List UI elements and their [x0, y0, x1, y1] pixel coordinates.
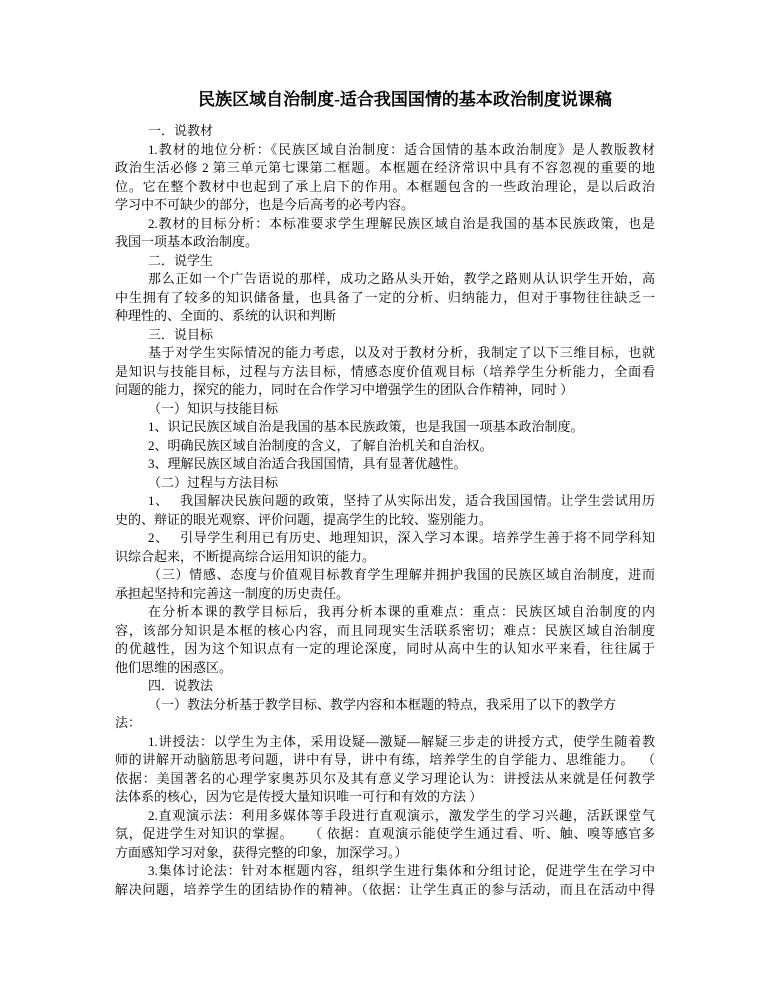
text-line: 2.直观演示法：利用多媒体等手段进行直观演示，激发学生的学习兴趣，活跃课堂气	[148, 807, 655, 823]
text-line: 学习中不可缺少的部分，也是今后高考的必考内容。	[115, 197, 415, 212]
section-teaching-material	[115, 122, 655, 252]
text-line: （一）教法分析基于教学目标、教学内容和本框题的特点，我采用了以下的教学方	[148, 696, 617, 712]
text-line: （一）知识与技能目标	[148, 400, 279, 416]
section-students	[115, 252, 655, 326]
text-line: 位。它在整个教材中也起到了承上启下的作用。本框题包含的一些政治理论，是以后政治	[115, 178, 655, 194]
text-line: 政治生活必修 2 第三单元第七课第二框题。本框题在经济常识中具有不容忽视的重要的地	[115, 160, 655, 175]
text-line: 那么正如一个广告语说的那样，成功之路从头开始，教学之路则从认识学生开始，高	[148, 271, 655, 286]
text-line: 2、 引导学生利用已有历史、地理知识，深入学习本课。培养学生善于将不同学科知	[148, 530, 655, 545]
text-line: 2、明确民族区域自治制度的含义，了解自治机关和自治权。	[148, 437, 493, 453]
section-heading: 四．说教法	[148, 678, 214, 693]
paragraph	[115, 807, 655, 863]
text-line: 中生拥有了较多的知识储备量，也具备了一定的分析、归纳能力，但对于事物往往缺乏一	[115, 289, 655, 305]
section-objectives	[115, 326, 655, 678]
text-line: 的优越性，因为这个知识点有一定的理论深度，同时从高中生的认知水平来看，往往属于	[115, 641, 655, 656]
paragraph	[115, 141, 655, 215]
text-line: 1、识记民族区域自治是我国的基本民族政策，也是我国一项基本政治制度。	[148, 419, 584, 434]
list-item	[115, 529, 655, 566]
list-item	[115, 455, 655, 474]
text-line: 2.教材的目标分析：本标准要求学生理解民族区域自治是我国的基本民族政策，也是	[148, 215, 655, 231]
document-body	[115, 122, 655, 899]
text-line: 容，该部分知识是本框的核心内容，而且同现实生活联系密切；难点：民族区域自治制度	[115, 622, 655, 638]
section-heading: 三．说目标	[148, 326, 214, 342]
text-line: 解决问题，培养学生的团结协作的精神。（依据：让学生真正的参与活动，而且在活动中得	[115, 881, 655, 897]
text-line: 种理性的、全面的、系统的认识和判断	[115, 308, 337, 323]
section-heading: 一．说教材	[148, 123, 214, 138]
text-line: （三）情感、态度与价值观目标教育学生理解并拥护我国的民族区域自治制度，进而	[148, 567, 655, 582]
subheading	[115, 474, 655, 493]
paragraph	[115, 862, 655, 899]
text-line: 依据：美国著名的心理学家奥苏贝尔及其有意义学习理论认为：讲授法从来就是任何教学	[115, 770, 655, 786]
text-line: 3、理解民族区域自治适合我国国情，具有显著优越性。	[148, 456, 467, 471]
text-line: 1、 我国解决民族问题的政策，坚持了从实际出发，适合我国国情。让学生尝试用历	[148, 493, 655, 508]
text-line: 3.集体讨论法：针对本框题内容，组织学生进行集体和分组讨论，促进学生在学习中	[148, 863, 655, 878]
paragraph	[115, 696, 655, 733]
text-line: 承担起坚持和完善这一制度的历史责任。	[115, 585, 350, 601]
text-line: 问题的能力，探究的能力，同时在合作学习中增强学生的团队合作精神，同时 ）	[115, 382, 574, 397]
paragraph	[115, 215, 655, 252]
text-line: 法体系的核心，因为它是传授大量知识唯一可行和有效的方法 ）	[115, 789, 483, 804]
text-line: 他们思维的困惑区。	[115, 659, 233, 675]
text-line: 史的、辩证的眼光观察、评价问题，提高学生的比较、鉴别能力。	[115, 511, 493, 527]
text-line: 识综合起来，不断提高综合运用知识的能力。	[115, 548, 376, 564]
document-title: 民族区域自治制度-适合我国国情的基本政治制度说课稿	[198, 90, 612, 109]
subheading	[115, 400, 655, 419]
list-item	[115, 492, 655, 529]
paragraph	[115, 344, 655, 400]
text-line: 氛，促进学生对知识的掌握。 （ 依据：直观演示能使学生通过看、听、触、嗅等感官多	[115, 826, 655, 841]
text-line: 1.讲授法：以学生为主体，采用设疑—激疑—解疑三步走的讲授方式，使学生随着教	[148, 733, 655, 749]
paragraph	[115, 733, 655, 807]
paragraph	[115, 566, 655, 603]
text-line: 1.教材的地位分析：《民族区域自治制度：适合国情的基本政治制度》是人教版教材	[148, 141, 655, 157]
text-line: 是知识与技能目标，过程与方法目标，情感态度价值观目标（培养学生分析能力，全面看	[115, 363, 655, 379]
text-line: 在分析本课的教学目标后，我再分析本课的重难点：重点：民族区域自治制度的内	[148, 604, 655, 619]
text-line: 基于对学生实际情况的能力考虑，以及对于教材分析，我制定了以下三维目标，也就	[148, 345, 655, 360]
text-line: 我国一项基本政治制度。	[115, 234, 259, 249]
list-item	[115, 437, 655, 456]
section-heading: 二．说学生	[148, 252, 214, 268]
text-line: 法：	[115, 715, 142, 730]
text-line: 方面感知学习对象，获得完整的印象，加深学习。）	[115, 844, 408, 860]
list-item	[115, 418, 655, 437]
paragraph	[115, 270, 655, 326]
text-line: （二）过程与方法目标	[148, 474, 279, 490]
paragraph	[115, 603, 655, 677]
section-teaching-methods	[115, 677, 655, 899]
text-line: 师的讲解开动脑筋思考问题，讲中有导，讲中有练，培养学生的自学能力、思维能力。 （	[115, 752, 655, 767]
